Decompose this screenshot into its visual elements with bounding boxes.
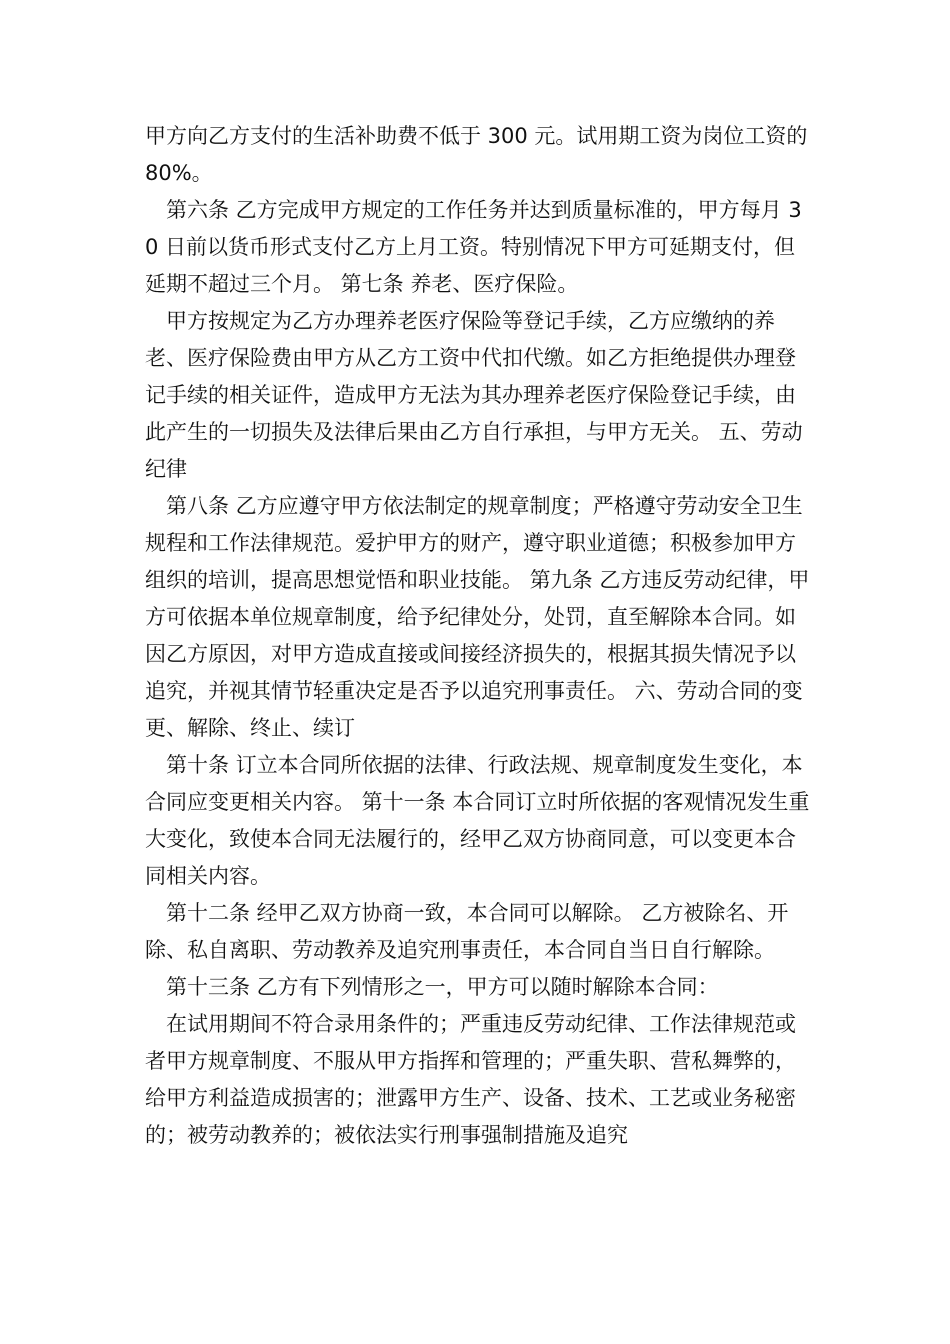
document-body: [145, 118, 813, 1154]
paragraph-article-13: 第十三条 乙方有下列情形之一，甲方可以随时解除本合同：: [166, 975, 719, 999]
paragraph-article-10: 第十条 订立本合同所依据的法律、行政法规、规章制度发生变化，本合同应变更相关内容。 第十一条 本合同订立时所依据的客观情况发生重大变化，致使本合同无法履行的，经甲乙双方协商同意，可以变更本合同相关内容。: [145, 753, 810, 888]
paragraph-article-6: 第六条 乙方完成甲方规定的工作任务并达到质量标准的，甲方每月 30 日前以货币形式支付乙方上月工资。特别情况下甲方可延期支付，但延期不超过三个月。 第七条 养老、医疗保险。: [145, 198, 802, 296]
paragraph-article-8: 第八条 乙方应遵守甲方依法制定的规章制度；严格遵守劳动安全卫生规程和工作法律规范。爱护甲方的财产，遵守职业道德；积极参加甲方组织的培训，提高思想觉悟和职业技能。 第九条 乙方违反劳动纪律，甲方可依据本单位规章制度，给予纪律处分，处罚，直至解除本合同。如因乙方原因，对甲方造成直接或间接经济损失的，根据其损失情况予以追究，并视其情节轻重决定是否予以追究刑事责任。 六、劳动合同的变更、解除、终止、续订: [145, 494, 810, 740]
paragraph-subsidy: 甲方向乙方支付的生活补助费不低于 300 元。试用期工资为岗位工资的 80%。: [145, 124, 815, 185]
paragraph-insurance: 甲方按规定为乙方办理养老医疗保险等登记手续，乙方应缴纳的养老、医疗保险费由甲方从乙方工资中代扣代缴。如乙方拒绝提供办理登记手续的相关证件，造成甲方无法为其办理养老医疗保险登记手续，由此产生的一切损失及法律后果由乙方自行承担，与甲方无关。 五、劳动纪律: [145, 309, 803, 481]
paragraph-termination-cases: 在试用期间不符合录用条件的；严重违反劳动纪律、工作法律规范或者甲方规章制度、不服从甲方指挥和管理的；严重失职、营私舞弊的，给甲方利益造成损害的；泄露甲方生产、设备、技术、工艺或业务秘密的；被劳动教养的；被依法实行刑事强制措施及追究: [145, 1012, 796, 1147]
paragraph-article-12: 第十二条 经甲乙双方协商一致，本合同可以解除。 乙方被除名、开除、私自离职、劳动教养及追究刑事责任，本合同自当日自行解除。: [145, 901, 789, 962]
